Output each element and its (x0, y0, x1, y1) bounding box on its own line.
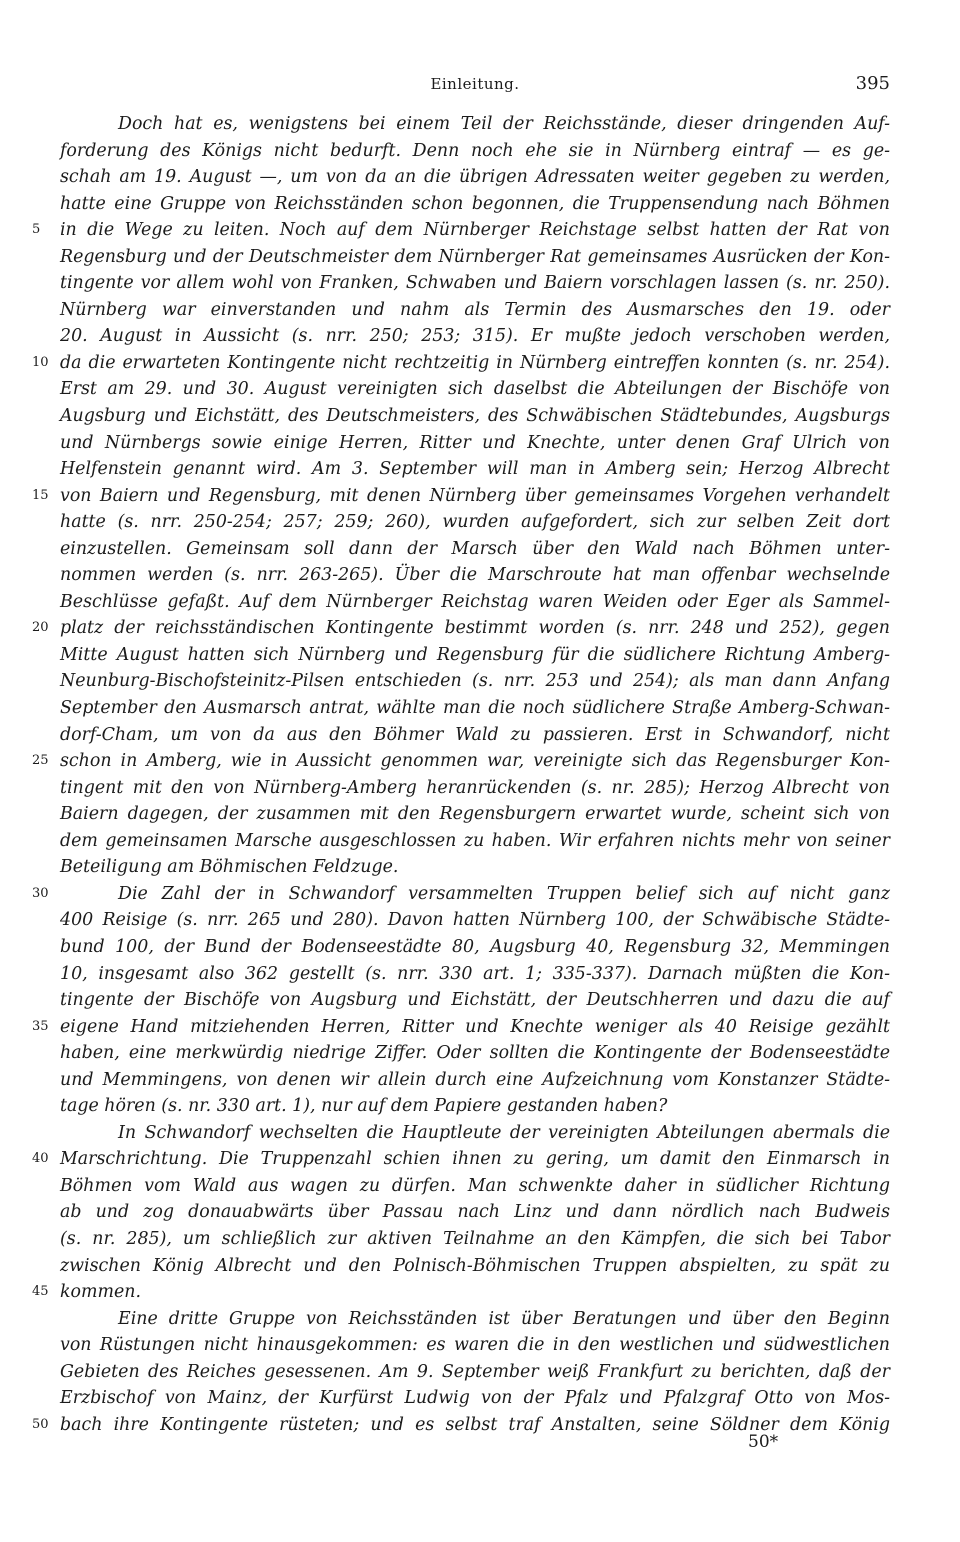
text-line-10 (32, 350, 890, 377)
text-line: bund 100, der Bund der Bodenseestädte 80, Augsburg 40, Regensburg 32, Memmingen (60, 936, 890, 957)
text-line-content: eigene Hand mitziehenden Herren, Ritter und Knechte weniger als 40 Reisige gezählt (60, 1016, 890, 1037)
text-line-content: kommen. (60, 1282, 142, 1303)
text-line: Gebieten des Reiches gesessenen. Am 9. September weiß Frankfurt zu berichten, daß der (60, 1361, 890, 1382)
text-line: Beteiligung am Böhmischen Feldzuge. (60, 857, 399, 878)
text-line: zwischen König Albrecht und den Polnisch-Böhmischen Truppen abspielten, zu spät zu (60, 1255, 890, 1276)
line-number: 45 (32, 1284, 49, 1300)
text-line-30 (32, 881, 890, 908)
text-line: Augsburg und Eichstätt, des Deutschmeisters, des Schwäbischen Städtebundes, Augsburgs (60, 406, 890, 427)
text-line-content: da die erwarteten Kontingente nicht rechtzeitig in Nürnberg eintreffen konnten (s. nr. 254). (60, 352, 890, 373)
text-line: und Nürnbergs sowie einige Herren, Ritter und Knechte, unter denen Graf Ulrich von (60, 432, 890, 453)
line-number: 15 (32, 487, 49, 503)
text-line: tingente vor allem wohl von Franken, Schwaben und Baiern vorschlagen lassen (s. nr. 250). (60, 273, 890, 294)
text-line-40 (32, 1146, 890, 1173)
text-line: Nürnberg war einverstanden und nahm als Termin des Ausmarsches den 19. oder (60, 299, 890, 320)
text-line-content: in die Wege zu leiten. Noch auf dem Nürnberger Reichstage selbst hatten der Rat von (60, 220, 890, 241)
text-line: Mitte August hatten sich Nürnberg und Regensburg für die südlichere Richtung Amberg- (60, 644, 890, 665)
text-line: tingent mit den von Nürnberg-Amberg heranrückenden (s. nr. 285); Herzog Albrecht von (60, 777, 890, 798)
text-line: Baiern dagegen, der zusammen mit den Regensburgern erwartet wurde, scheint sich von (60, 804, 890, 825)
text-line: 10, insgesamt also 362 gestellt (s. nrr. 330 art. 1; 335-337). Darnach müßten die Kon- (60, 963, 890, 984)
text-line: 400 Reisige (s. nrr. 265 und 280). Davon hatten Nürnberg 100, der Schwäbische Städte- (60, 910, 890, 931)
text-line: Beschlüsse gefaßt. Auf dem Nürnberger Reichstag waren Weiden oder Eger als Sammel- (60, 591, 890, 612)
text-line: Helfenstein genannt wird. Am 3. September will man in Amberg sein; Herzog Albrecht (60, 459, 890, 480)
text-line: tingente der Bischöfe von Augsburg und Eichstätt, der Deutschherren und dazu die auf (60, 990, 890, 1011)
line-number: 50 (32, 1416, 49, 1432)
text-line: haben, eine merkwürdig niedrige Ziffer. Oder sollten die Kontingente der Bodenseestädte (60, 1043, 890, 1064)
text-line: 20. August in Aussicht (s. nrr. 250; 253; 315). Er mußte jedoch verschoben werden, (60, 326, 890, 347)
body-text (32, 111, 890, 1438)
text-line: einzustellen. Gemeinsam soll dann der Marsch über den Wald nach Böhmen unter- (60, 538, 890, 559)
line-number: 35 (32, 1018, 49, 1034)
text-line: tage hören (s. nr. 330 art. 1), nur auf dem Papiere gestanden haben? (60, 1096, 668, 1117)
text-line-content: Marschrichtung. Die Truppenzahl schien ihnen zu gering, um damit den Einmarsch in (60, 1149, 890, 1170)
text-line: Eine dritte Gruppe von Reichsständen ist über Beratungen und über den Beginn (118, 1308, 890, 1329)
line-number: 20 (32, 620, 49, 636)
text-line: September den Ausmarsch antrat, wählte man die noch südlichere Straße Amberg-Schwan- (60, 698, 890, 719)
text-line-content: von Baiern und Regensburg, mit denen Nürnberg über gemeinsames Vorgehen verhandelt (60, 485, 890, 506)
text-line-content: bach ihre Kontingente rüsteten; und es selbst traf Anstalten, seine Söldner dem König (60, 1414, 890, 1435)
line-number: 10 (32, 354, 49, 370)
text-line: (s. nr. 285), um schließlich zur aktiven Teilnahme an den Kämpfen, die sich bei Tabor (60, 1228, 890, 1249)
text-line-45 (32, 1279, 890, 1306)
page-number: 395 (855, 73, 890, 94)
text-line: Regensburg und der Deutschmeister dem Nürnberger Rat gemeinsames Ausrücken der Kon- (60, 246, 890, 267)
text-line: Erst am 29. und 30. August vereinigten sich daselbst die Abteilungen der Bischöfe von (60, 379, 890, 400)
text-line-25 (32, 748, 890, 775)
line-number: 40 (32, 1151, 49, 1167)
text-line-35 (32, 1014, 890, 1041)
text-line: hatte eine Gruppe von Reichsständen schon begonnen, die Truppensendung nach Böhmen (60, 193, 890, 214)
text-line-5 (32, 217, 890, 244)
line-number: 25 (32, 753, 49, 769)
text-line: In Schwandorf wechselten die Hauptleute der vereinigten Abteilungen abermals die (118, 1122, 890, 1143)
text-line: Doch hat es, wenigstens bei einem Teil der Reichsstände, dieser dringenden Auf- (118, 114, 890, 134)
text-line: Erzbischof von Mainz, der Kurfürst Ludwig von der Pfalz und Pfalzgraf Otto von Mos- (60, 1388, 890, 1409)
text-line: von Rüstungen nicht hinausgekommen: es waren die in den westlichen und südwestlichen (60, 1335, 890, 1356)
text-line: Böhmen vom Wald aus wagen zu dürfen. Man schwenkte daher in südlicher Richtung (60, 1175, 890, 1196)
text-line-content: schon in Amberg, wie in Aussicht genommen war, vereinigte sich das Regensburger Kon- (60, 751, 890, 772)
text-line: und Memmingens, von denen wir allein durch eine Aufzeichnung vom Konstanzer Städte- (60, 1069, 890, 1090)
sheet-signature: 50* (748, 1432, 779, 1452)
running-title: Einleitung. (430, 75, 520, 93)
text-line: dem gemeinsamen Marsche ausgeschlossen zu haben. Wir erfahren nichts mehr von seiner (60, 830, 890, 851)
text-line: dorf-Cham, um von da aus den Böhmer Wald zu passieren. Erst in Schwandorf, nicht (60, 724, 890, 745)
text-line: Neunburg-Bischofsteinitz-Pilsen entschieden (s. nrr. 253 und 254); als man dann Anfang (60, 671, 890, 692)
line-number: 5 (32, 222, 41, 238)
text-line-content: platz der reichsständischen Kontingente bestimmt worden (s. nrr. 248 und 252), gegen (60, 618, 890, 639)
text-line: hatte (s. nrr. 250-254; 257; 259; 260), wurden aufgefordert, sich zur selben Zeit dort (60, 512, 890, 533)
text-line: schah am 19. August —, um von da an die übrigen Adressaten weiter gegeben zu werden, (60, 167, 890, 188)
text-line: nommen werden (s. nrr. 263-265). Über die Marschroute hat man offenbar wechselnde (60, 565, 890, 586)
text-line-content: Die Zahl der in Schwandorf versammelten Truppen belief sich auf nicht ganz (118, 883, 890, 904)
running-head (60, 75, 890, 99)
line-number: 30 (32, 885, 49, 901)
text-line-20 (32, 615, 890, 642)
text-line-15 (32, 483, 890, 510)
text-line: ab und zog donauabwärts über Passau nach Linz und dann nördlich nach Budweis (60, 1202, 890, 1223)
text-line: forderung des Königs nicht bedurft. Denn noch ehe sie in Nürnberg eintraf — es ge- (60, 140, 890, 161)
